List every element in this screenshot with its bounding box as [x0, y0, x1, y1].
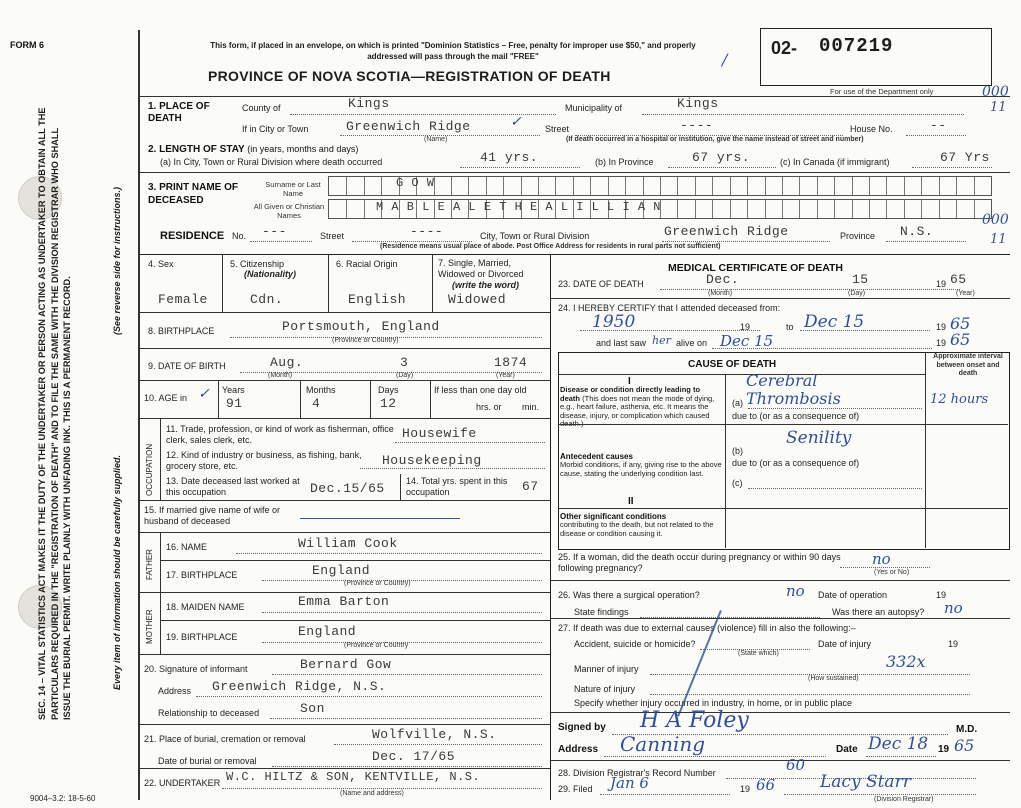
name-cell-divider	[939, 200, 940, 218]
name-cell-divider	[555, 177, 556, 195]
marital-note: (write the word)	[452, 280, 519, 290]
father-birthplace-value: England	[312, 563, 371, 578]
name-cell-divider	[712, 200, 713, 218]
name-cell-divider	[974, 200, 975, 218]
hospital-note: (If death occurred in a hospital or institution, give the name instead of street and number)	[566, 136, 864, 143]
name-cell-divider	[956, 177, 957, 195]
q12-label: 12. Kind of industry or business, as fishing, bank, grocery store, etc.	[166, 450, 362, 471]
informant-name: Bernard Gow	[300, 657, 392, 672]
name-cell-divider	[677, 177, 678, 195]
sex-label: 4. Sex	[148, 259, 174, 269]
burial-place: Wolfville, N.S.	[372, 727, 497, 742]
birthplace-value: Portsmouth, England	[282, 319, 440, 334]
undertaker-value: W.C. HILTZ & SON, KENTVILLE, N.S.	[226, 770, 481, 784]
name-cell-divider	[921, 177, 922, 195]
nature-label: Nature of injury	[574, 684, 636, 694]
informant-address: Greenwich Ridge, N.S.	[212, 679, 387, 694]
age-months-label: Months	[306, 385, 336, 395]
q15-label: 15. If married give name of wife or husband of deceased	[144, 505, 281, 526]
race-value: English	[348, 292, 407, 307]
residence-province-value: N.S.	[900, 224, 934, 239]
house-value: --	[930, 118, 947, 133]
cause-b-mark: (b)	[732, 446, 743, 456]
check-mark: /	[722, 50, 728, 69]
citizenship-label: 5. Citizenship	[230, 259, 285, 269]
age-years-label: Years	[222, 385, 245, 395]
birthplace-note: (Province or Country)	[332, 337, 399, 344]
name-cell-divider	[939, 177, 940, 195]
name-cell-divider	[782, 177, 783, 195]
age-days-value: 12	[380, 396, 397, 411]
other-note: contributing to the death, but not related to the disease or condition causing it.	[560, 520, 714, 538]
filed-year-prefix: 19	[740, 784, 751, 794]
manner-label: Manner of injury	[574, 664, 639, 674]
dept-code-b: 11	[990, 100, 1007, 115]
birthplace-label: 8. BIRTHPLACE	[148, 326, 215, 336]
name-cell-divider	[346, 177, 347, 195]
stay-a-value: 41 yrs.	[480, 150, 539, 165]
name-cell-divider	[677, 200, 678, 218]
to-year-prefix: 19	[936, 322, 947, 332]
race-label: 6. Racial Origin	[336, 259, 398, 269]
age-less-label: If less than one day old	[434, 385, 527, 395]
state-which: (State which)	[738, 650, 779, 657]
mother-birthplace-note: (Province or Country	[344, 642, 409, 649]
house-label: House No.	[850, 124, 893, 134]
street-label: Street	[545, 124, 570, 134]
residence-note: (Residence means usual place of abode. Post Office Address for residents in rural parts not sufficient)	[380, 243, 721, 250]
name-cell-divider	[451, 177, 452, 195]
findings-label: State findings	[574, 607, 629, 617]
burial-date-label: Date of burial or removal	[158, 756, 257, 766]
name-cell-divider	[381, 177, 382, 195]
municipality-label: Municipality of	[565, 103, 623, 113]
last-seen-label: and last saw	[596, 338, 647, 348]
roman-i: I	[628, 376, 631, 387]
name-cell-divider	[573, 177, 574, 195]
dob-year: 1874	[494, 355, 528, 370]
other-label: Other significant conditions	[560, 512, 667, 521]
name-cell-divider	[956, 200, 957, 218]
dept-code-c: 000	[982, 212, 1009, 228]
last-seen-year-prefix: 19	[936, 338, 947, 348]
how-sustained: (How sustained)	[808, 675, 859, 682]
registrar-caption: (Division Registrar)	[874, 796, 934, 803]
q14-label: 14. Total yrs. spent in this occupation	[406, 476, 508, 497]
name-cell-divider	[782, 200, 783, 218]
burial-place-label: 21. Place of burial, cremation or removal	[144, 734, 306, 744]
burial-date: Dec. 17/65	[372, 749, 456, 764]
dob-day-caption: (Day)	[396, 372, 414, 379]
q27-label: 27. If death was due to external causes (violence) fill in also the following:–	[558, 623, 856, 633]
informant-address-label: Address	[158, 686, 192, 696]
dod-day: 15	[852, 272, 869, 287]
name-cell-divider	[346, 200, 347, 218]
name-cell-divider	[817, 177, 818, 195]
interval-heading: Approximate interval between onset and death	[933, 353, 1003, 377]
marital-value: Widowed	[448, 292, 507, 307]
form-number: FORM 6	[10, 40, 45, 50]
dept-code-a: 000	[982, 84, 1009, 100]
dod-year: 65	[950, 272, 967, 287]
name-cell-divider	[799, 200, 800, 218]
father-birthplace-label: 17. BIRTHPLACE	[166, 570, 238, 580]
name-cell-divider	[852, 200, 853, 218]
name-cell-divider	[765, 177, 766, 195]
cause-b: Senility	[786, 428, 852, 448]
signed-label: Signed by	[558, 722, 606, 733]
age-min-label: min.	[522, 402, 540, 412]
place-label: 1. PLACE OF DEATH	[148, 101, 210, 124]
dept-code-d: 11	[990, 232, 1007, 247]
column-divider	[550, 254, 551, 800]
manner-value: 332x	[886, 652, 926, 671]
cert-year: 65	[954, 736, 975, 755]
q29-label: 29. Filed	[558, 784, 593, 794]
signature: H A Foley	[640, 708, 749, 733]
sex-value: Female	[158, 292, 208, 307]
immediate-label: Disease or condition directly leading to death (This does not mean the mode of dying, e.g., heart failure, asthenia, etc. It means the disease, injury, or complication which caused death.)	[560, 385, 715, 429]
citizenship-value: Cdn.	[250, 292, 284, 307]
q25-label: 25. If a woman, did the death occur during pregnancy or within 90 days following pregnancy?	[558, 552, 841, 573]
attended-to: Dec 15	[804, 312, 865, 332]
county-value: Kings	[348, 96, 390, 111]
mother-birthplace-label: 19. BIRTHPLACE	[166, 632, 238, 642]
name-cell-divider	[538, 177, 539, 195]
name-cell-divider	[730, 177, 731, 195]
dod-month-caption: (Month)	[708, 290, 733, 297]
name-cell-divider	[817, 200, 818, 218]
name-cell-divider	[521, 177, 522, 195]
stay-label: 2. LENGTH OF STAY (in years, months and days)	[148, 144, 359, 155]
mother-maiden-value: Emma Barton	[298, 594, 390, 609]
name-cell-divider	[695, 177, 696, 195]
residence-division-value: Greenwich Ridge	[664, 224, 789, 239]
cause-heading: CAUSE OF DEATH	[688, 359, 777, 370]
q14-value: 67	[522, 479, 539, 494]
residence-street-value: ----	[410, 224, 444, 239]
age-years-value: 91	[226, 396, 243, 411]
q23-label: 23. DATE OF DEATH	[558, 279, 644, 289]
registrar-number: 60	[786, 756, 806, 774]
industry-label: Specify whether injury occurred in industry, in home, or in public place	[574, 698, 852, 708]
q11-value: Housewife	[402, 426, 477, 441]
dob-month: Aug.	[270, 355, 304, 370]
dod-day-caption: (Day)	[848, 290, 866, 297]
roman-ii: II	[628, 496, 634, 507]
from-year-prefix: 19	[740, 322, 751, 332]
form-left-border	[138, 30, 140, 800]
name-cell-divider	[608, 177, 609, 195]
city-name-caption: (Name)	[424, 136, 448, 143]
rule-1	[140, 96, 1010, 97]
age-days-label: Days	[378, 385, 399, 395]
informant-relationship: Son	[300, 701, 325, 716]
dob-month-caption: (Month)	[268, 372, 293, 379]
cert-date: Dec 18	[868, 734, 929, 754]
attended-from: 1950	[592, 312, 636, 332]
father-birthplace-note: (Province or Country)	[344, 580, 411, 587]
informant-label: 20. Signature of informant	[144, 664, 248, 674]
given-value: M A B L E A L E T H E A L I L L I A N	[376, 200, 661, 214]
record-number-stamp: 007219	[819, 35, 894, 57]
name-cell-divider	[834, 200, 835, 218]
autopsy-label: Was there an autopsy?	[832, 607, 925, 617]
name-cell-divider	[852, 177, 853, 195]
dob-day: 3	[400, 355, 409, 370]
name-cell-divider	[364, 177, 365, 195]
name-cell-divider	[503, 177, 504, 195]
dod-month: Dec.	[706, 272, 740, 287]
dod-year-caption: (Year)	[956, 290, 975, 297]
name-cell-divider	[364, 200, 365, 218]
name-label: 3. PRINT NAME OF DECEASED	[148, 182, 239, 206]
name-cell-divider	[799, 177, 800, 195]
injury-date-label: Date of injury	[818, 639, 872, 649]
name-cell-divider	[695, 200, 696, 218]
q24-label: 24. I HEREBY CERTIFY that I attended deceased from:	[558, 303, 781, 313]
name-cell-divider	[660, 177, 661, 195]
name-cell-divider	[625, 177, 626, 195]
stay-b-label: (b) In Province	[595, 157, 654, 167]
antecedent-label: Antecedent causes	[560, 452, 633, 461]
age-hrs-label: hrs. or	[476, 402, 502, 412]
dob-year-caption: (Year)	[496, 372, 515, 379]
injury-year: 19	[948, 639, 959, 649]
residence-no-value: ---	[262, 224, 287, 239]
last-seen-date: Dec 15	[720, 332, 774, 350]
stay-a-label: (a) In City, Town or Rural Division where death occurred	[160, 157, 383, 167]
name-cell-divider	[869, 177, 870, 195]
mother-side-label: MOTHER	[145, 609, 154, 644]
q26-answer: no	[786, 582, 805, 600]
stay-c-label: (c) In Canada (if immigrant)	[780, 157, 890, 167]
antecedent-note: Morbid conditions, if any, giving rise to the above cause, stating the underlying condition last.	[560, 460, 722, 478]
name-cell-divider	[747, 177, 748, 195]
stay-c-value: 67 Yrs	[940, 150, 990, 165]
interval-a: 12 hours	[930, 392, 989, 407]
autopsy-answer: no	[944, 599, 963, 617]
record-number-prefix: 02-	[771, 38, 798, 58]
name-cell-divider	[747, 200, 748, 218]
cert-date-label: Date	[836, 744, 858, 755]
name-cell-divider	[730, 200, 731, 218]
last-seen-pronoun: her	[652, 334, 671, 347]
footer-code: 9004–3.2: 18-5-60	[30, 794, 96, 803]
registrar-signature: Lacy Starr	[820, 772, 911, 792]
mother-maiden-label: 18. MAIDEN NAME	[166, 602, 245, 612]
to-label: to	[786, 322, 794, 332]
father-name-label: 16. NAME	[166, 542, 208, 552]
given-label: All Given or Christian Names	[253, 202, 325, 220]
name-cell-divider	[886, 200, 887, 218]
q13-label: 13. Date deceased last worked at this occupation	[166, 476, 300, 497]
occupation-side-label: OCCUPATION	[145, 443, 154, 496]
residence-division-label: City, Town or Rural Division	[480, 231, 590, 241]
cert-address-label: Address	[558, 744, 599, 755]
municipality-value: Kings	[677, 96, 719, 111]
name-cell-divider	[834, 177, 835, 195]
record-number-box	[760, 28, 992, 86]
op-date-label: Date of operation	[818, 590, 888, 600]
q26-label: 26. Was there a surgical operation?	[558, 590, 700, 600]
form-title: PROVINCE OF NOVA SCOTIA—REGISTRATION OF DEATH	[208, 68, 611, 84]
surname-value: G O W	[396, 176, 435, 190]
last-seen-year: 65	[950, 330, 971, 349]
age-label: 10. AGE in	[144, 393, 188, 403]
marital-label: 7. Single, Married, Widowed or Divorced	[438, 258, 524, 279]
department-use-label: For use of the Department only	[830, 87, 934, 96]
name-cell-divider	[974, 177, 975, 195]
name-cell-divider	[869, 200, 870, 218]
alive-on-label: alive on	[676, 338, 708, 348]
due-to-a: due to (or as a consequence of)	[732, 411, 860, 421]
margin-careful-note: Every item of information should be carefully supplied.	[112, 454, 122, 690]
q11-label: 11. Trade, profession, or kind of work as fisherman, office clerk, sales clerk, etc.	[166, 424, 394, 445]
q25-answer: no	[872, 550, 891, 568]
mailing-notice: This form, if placed in an envelope, on which is printed "Dominion Statistics – Free, penalty for improper use $50," and properly addressed will pass through the mail "FREE"	[210, 41, 696, 61]
residence-province-label: Province	[840, 231, 876, 241]
city-label: If in City or Town	[242, 124, 309, 134]
cause-a: Cerebral Thrombosis	[746, 371, 841, 408]
margin-reverse-note: (See reverse side for instructions.)	[112, 186, 122, 335]
margin-instructions: SEC. 14 – VITAL STATISTICS ACT MAKES IT THE DUTY OF THE UNDERTAKER OR PERSON ACTING AS UNDERTAKER TO OBTAIN ALL THE PARTICULARS REQUIRED IN THE "REGISTRATION OF DEATH" AND TO FILE THE SAME WITH THE DIVISION REGISTRAR WHO SHALL ISSUE THE BURIAL PERMIT. WRITE PLAINLY WITH UNFADING INK. THIS IS A PERMANENT RECORD.	[37, 107, 72, 720]
dod-year-prefix: 19	[936, 279, 947, 289]
name-cell-divider	[712, 177, 713, 195]
residence-no-label: No.	[232, 231, 247, 241]
cause-c-mark: (c)	[732, 478, 743, 488]
to-year: 65	[950, 314, 971, 333]
name-cell-divider	[904, 177, 905, 195]
q12-value: Housekeeping	[382, 453, 482, 468]
citizenship-note: (Nationality)	[244, 269, 297, 279]
medical-heading: MEDICAL CERTIFICATE OF DEATH	[668, 262, 843, 274]
cert-address: Canning	[620, 732, 706, 756]
due-to-b: due to (or as a consequence of)	[732, 458, 860, 468]
name-cell-divider	[765, 200, 766, 218]
accident-label: Accident, suicide or homicide?	[574, 639, 696, 649]
name-cell-divider	[468, 177, 469, 195]
county-label: County of	[242, 103, 281, 113]
undertaker-label: 22. UNDERTAKER	[144, 778, 221, 788]
city-value: Greenwich Ridge	[346, 119, 471, 134]
street-value: ----	[680, 118, 714, 133]
residence-label: RESIDENCE	[160, 230, 225, 242]
residence-street-label: Street	[320, 231, 345, 241]
cert-year-prefix: 19	[938, 744, 950, 755]
mother-birthplace-value: England	[298, 624, 357, 639]
q13-value: Dec.15/65	[310, 481, 385, 496]
stay-b-value: 67 yrs.	[692, 150, 751, 165]
undertaker-caption: (Name and address)	[340, 790, 404, 797]
name-cell-divider	[921, 200, 922, 218]
father-side-label: FATHER	[145, 549, 154, 580]
name-cell-divider	[643, 177, 644, 195]
cause-a-mark: (a)	[732, 398, 743, 408]
q25-caption: (Yes or No)	[874, 569, 910, 576]
dob-label: 9. DATE OF BIRTH	[148, 361, 226, 371]
md-label: M.D.	[956, 724, 978, 735]
name-cell-divider	[486, 177, 487, 195]
name-cell-divider	[590, 177, 591, 195]
filed-year: 66	[756, 776, 776, 794]
name-cell-divider	[904, 200, 905, 218]
age-months-value: 4	[312, 396, 321, 411]
op-year: 19	[936, 590, 947, 600]
informant-relationship-label: Relationship to deceased	[158, 708, 260, 718]
surname-label: Surname or Last Name	[265, 180, 321, 198]
q28-label: 28. Division Registrar's Record Number	[558, 768, 716, 778]
name-cell-divider	[886, 177, 887, 195]
filed-date: Jan 6	[610, 774, 649, 792]
father-name-value: William Cook	[298, 536, 398, 551]
